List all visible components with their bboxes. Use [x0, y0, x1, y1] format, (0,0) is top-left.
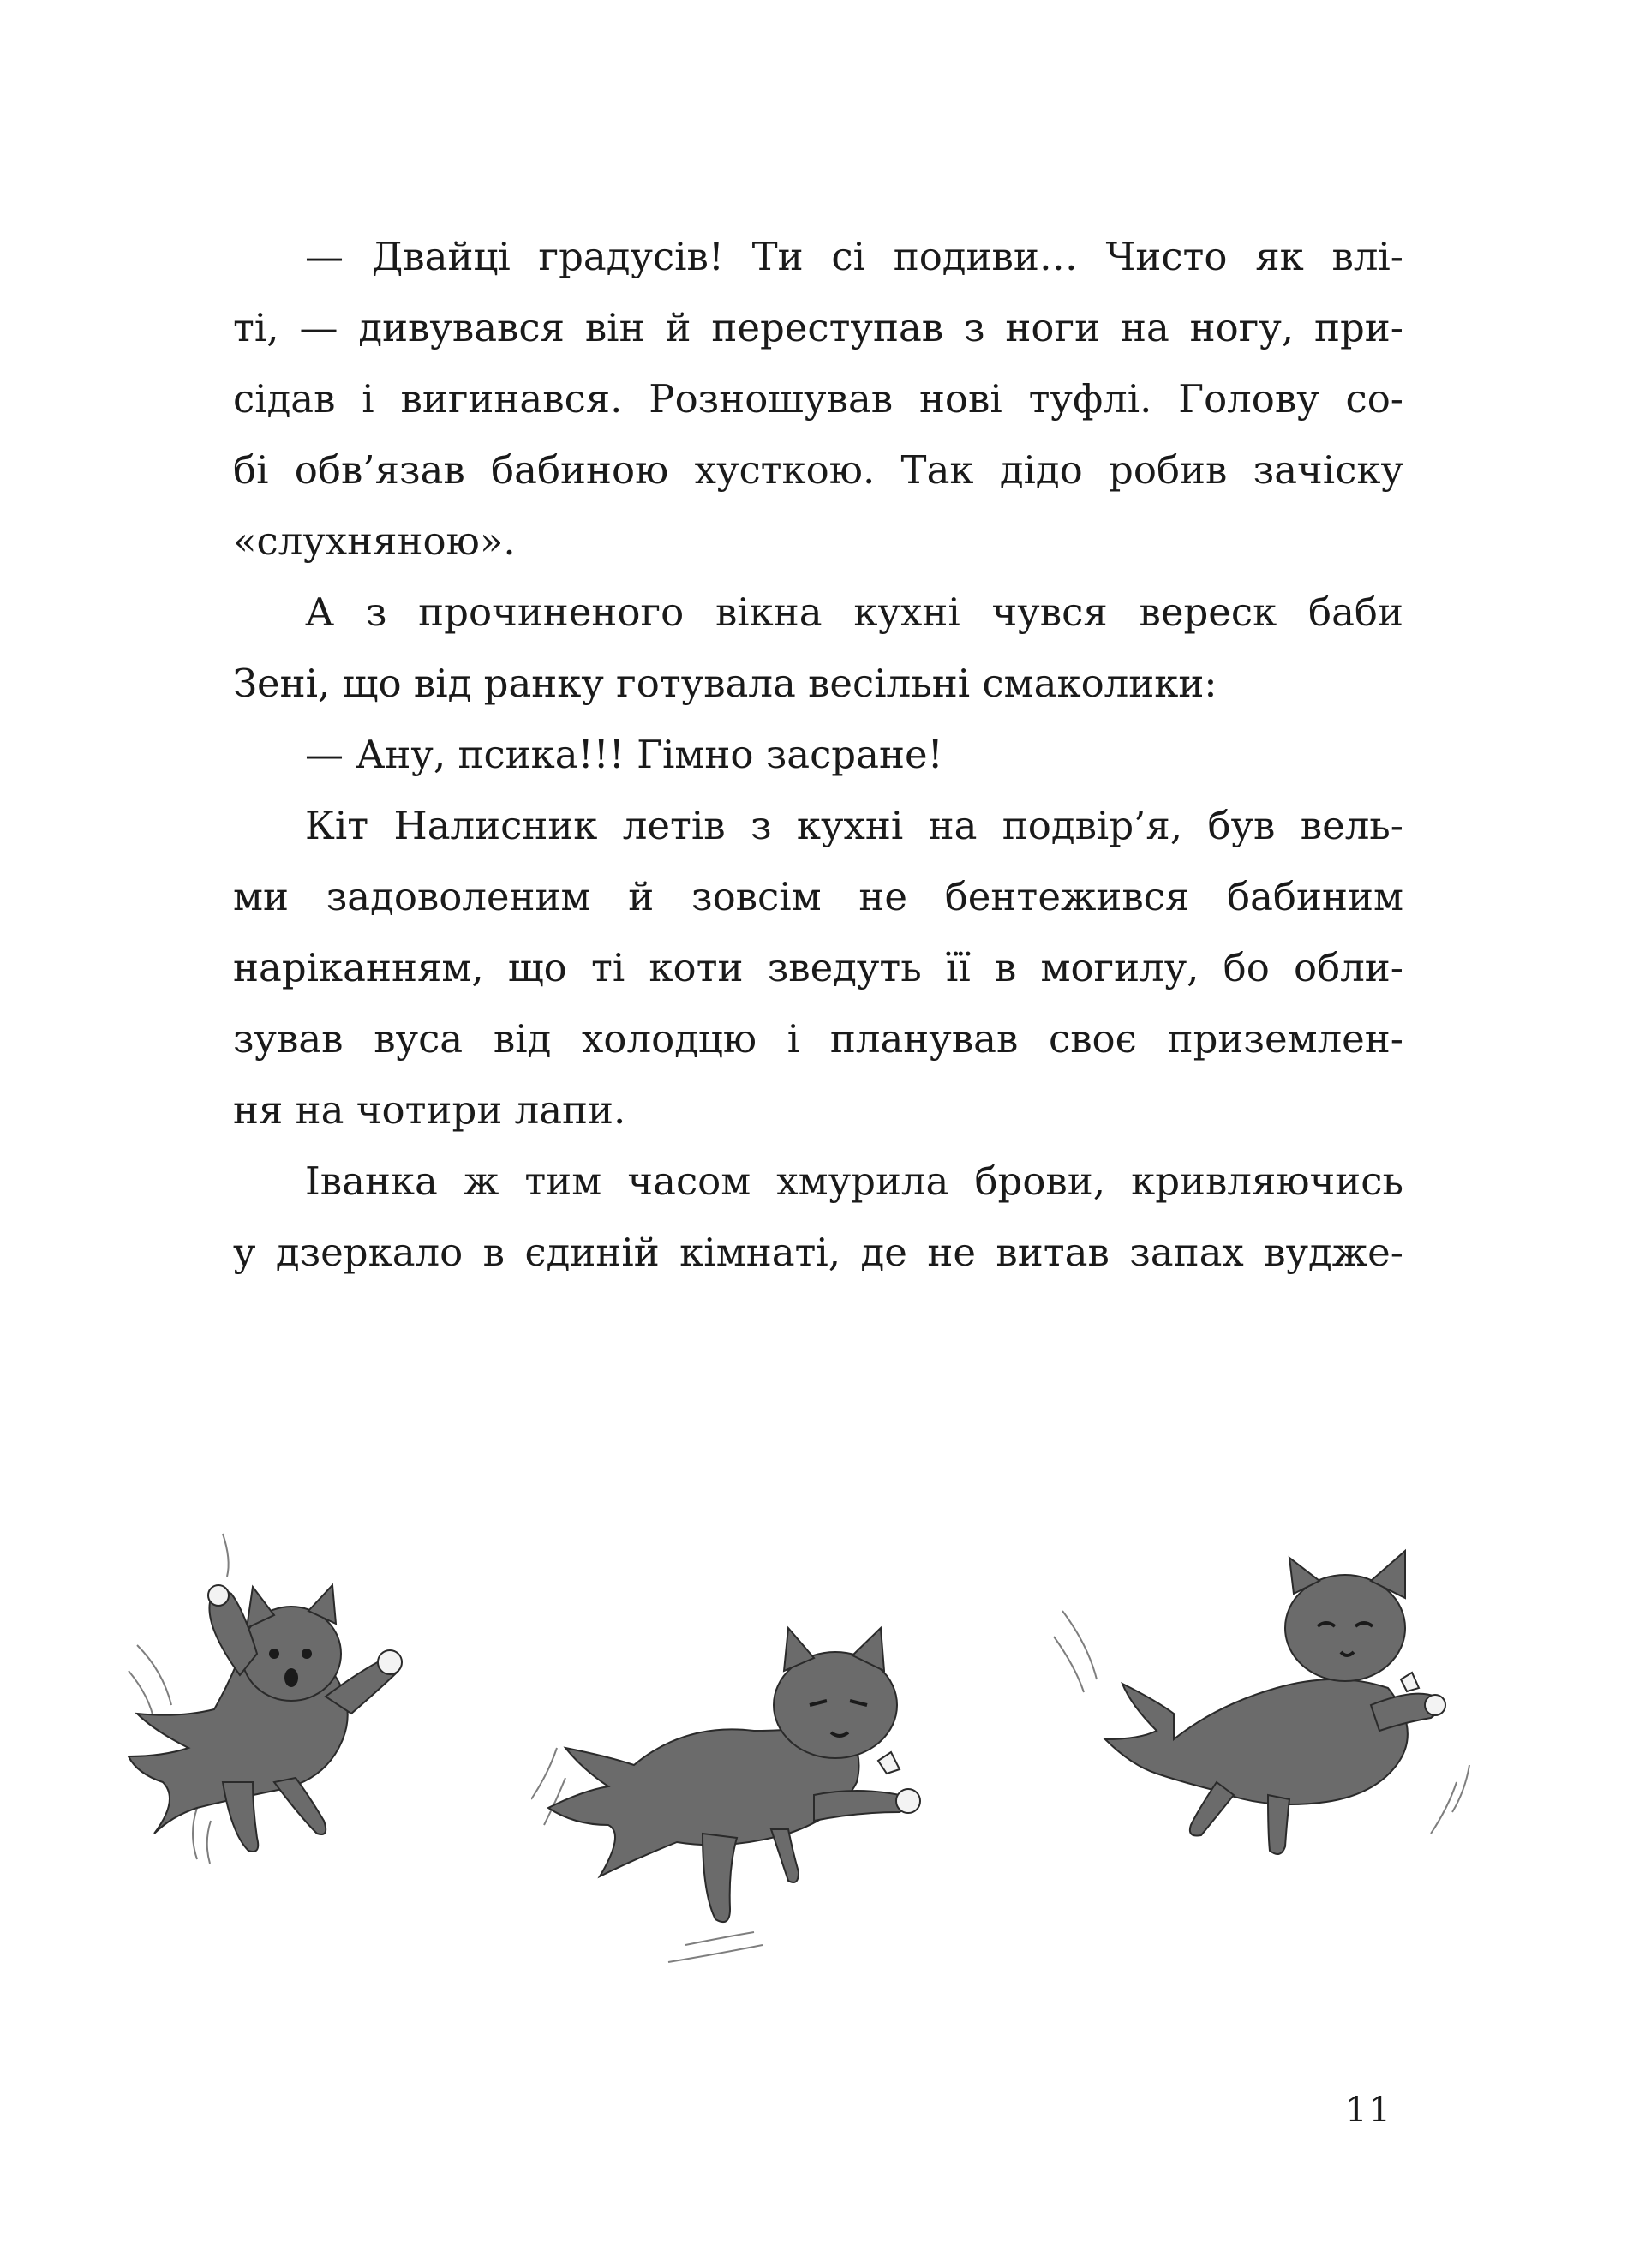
text-line: ня на чотири лапи.: [233, 1087, 626, 1133]
text-line: — Ану, псика!!! Гімно засране!: [305, 732, 943, 777]
text-line: Кіт Налисник летів з кухні на подвір’я, був вель-: [305, 803, 1403, 848]
text-line: сідав і вигинався. Розношував нові туфлі. Голову со-: [233, 376, 1403, 422]
text-line: ми задоволеним й зовсім не бентежився бабиним: [233, 874, 1403, 919]
text-line: зував вуса від холодцю і планував своє приземлен-: [233, 1016, 1403, 1062]
text-line: Іванка ж тим часом хмурила брови, кривляючись: [305, 1158, 1403, 1204]
body-text: [233, 221, 1403, 1288]
flying-cats-illustration: [103, 1491, 1542, 2005]
text-line: — Двайці градусів! Ти сі подиви… Чисто як влі-: [305, 234, 1403, 279]
startled-cat-illustration: [103, 1525, 531, 1885]
leaping-cat-illustration: [531, 1577, 1011, 1971]
landing-cat-illustration: [1045, 1508, 1542, 1919]
text-line: А з прочиненого вікна кухні чувся вереск баби: [305, 589, 1403, 635]
text-line: у дзеркало в єдиній кімнаті, де не витав запах вудже-: [233, 1230, 1403, 1275]
text-line: ті, — дивувався він й переступав з ноги на ногу, при-: [233, 305, 1403, 350]
page-number: 11: [1345, 2091, 1392, 2130]
text-line: наріканням, що ті коти зведуть її в могилу, бо обли-: [233, 945, 1403, 990]
text-line: бі обв’язав бабиною хусткою. Так дідо робив зачіску: [233, 447, 1403, 493]
text-line: «слухняною».: [233, 518, 516, 564]
text-line: Зені, що від ранку готувала весільні смаколики:: [233, 661, 1217, 706]
